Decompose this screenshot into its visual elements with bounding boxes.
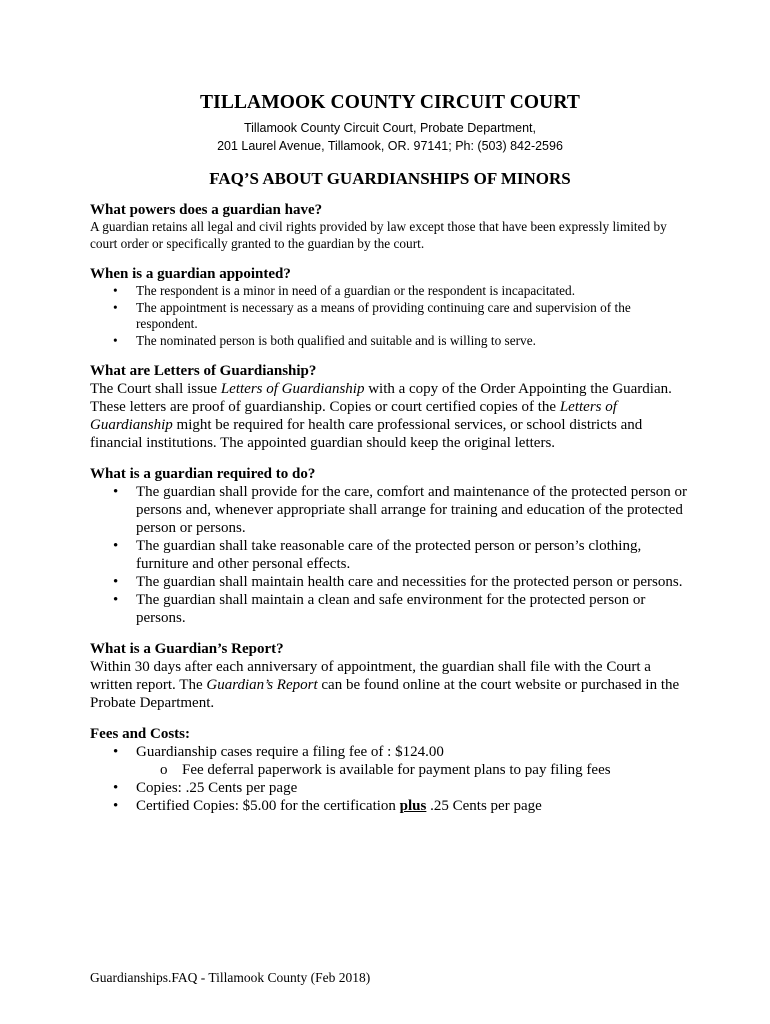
section-guardians-report bbox=[90, 640, 690, 712]
list-item: • The guardian shall take reasonable care of the protected person or person’s clothing, furniture and other personal effects. bbox=[136, 537, 690, 573]
section-heading: Fees and Costs: bbox=[90, 726, 190, 742]
bullet-list bbox=[90, 743, 690, 761]
list-item: • The guardian shall maintain a clean and safe environment for the protected person or persons. bbox=[136, 591, 690, 627]
section-heading: When is a guardian appointed? bbox=[90, 266, 291, 282]
emphasis: Letters of Guardianship bbox=[90, 399, 617, 433]
bullet-list bbox=[90, 283, 690, 349]
section-fees-and-costs bbox=[90, 725, 690, 815]
emphasis: Letters of Guardianship bbox=[220, 381, 365, 397]
section-heading: What powers does a guardian have? bbox=[90, 202, 323, 218]
list-item: • The guardian shall provide for the care, comfort and maintenance of the protected person or persons and, whenever appropriate shall arrange for training and education of the protected person or persons. bbox=[136, 483, 690, 537]
list-item: o Fee deferral paperwork is available for payment plans to pay filing fees bbox=[182, 761, 690, 779]
sub-bullet-list bbox=[90, 761, 690, 779]
court-title: TILLAMOOK COUNTY CIRCUIT COURT bbox=[200, 92, 580, 113]
section-heading: What is a Guardian’s Report? bbox=[90, 641, 284, 657]
address-line-1: Tillamook County Circuit Court, Probate Department, bbox=[243, 121, 536, 135]
address-line-2: 201 Laurel Avenue, Tillamook, OR. 97141; Ph: (503) 842-2596 bbox=[217, 139, 563, 153]
emphasis: plus bbox=[399, 798, 427, 814]
bullet-list bbox=[90, 483, 690, 627]
page-footer: Guardianships.FAQ - Tillamook County (Feb 2018) bbox=[90, 970, 371, 985]
section-body: Within 30 days after each anniversary of appointment, the guardian shall file with the Court a written report. The Guardian’s Report can be found online at the court website or purchased in the Probate Department. bbox=[90, 659, 680, 711]
list-item: • The appointment is necessary as a means of providing continuing care and supervision of the respondent. bbox=[136, 300, 690, 333]
list-item: • Copies: .25 Cents per page bbox=[136, 779, 690, 797]
section-body: A guardian retains all legal and civil rights provided by law except those that have been expressly limited by court order or specifically granted to the guardian by the court. bbox=[90, 219, 667, 251]
section-letters-of-guardianship bbox=[90, 362, 690, 452]
bullet-list bbox=[90, 779, 690, 815]
list-item: • The nominated person is both qualified and suitable and is willing to serve. bbox=[136, 333, 690, 350]
document-page bbox=[90, 92, 690, 828]
list-item: • Certified Copies: $5.00 for the certification plus .25 Cents per page bbox=[136, 797, 690, 815]
section-heading: What is a guardian required to do? bbox=[90, 466, 316, 482]
section-guardian-appointed bbox=[90, 265, 690, 349]
section-heading: What are Letters of Guardianship? bbox=[90, 363, 317, 379]
list-item: • The guardian shall maintain health care and necessities for the protected person or persons. bbox=[136, 573, 690, 591]
section-guardian-duties bbox=[90, 465, 690, 627]
section-guardian-powers bbox=[90, 201, 690, 252]
emphasis: Guardian’s Report bbox=[206, 677, 318, 693]
list-item: • Guardianship cases require a filing fee of : $124.00 bbox=[136, 743, 690, 761]
list-item: • The respondent is a minor in need of a guardian or the respondent is incapacitated. bbox=[136, 283, 690, 300]
document-title: FAQ’S ABOUT GUARDIANSHIPS OF MINORS bbox=[209, 169, 571, 188]
section-body: The Court shall issue Letters of Guardianship with a copy of the Order Appointing the Guardian. These letters are proof of guardianship. Copies or court certified copies of the Letters of Guardianship might be required for health care professional services, or school districts and financial institutions. The appointed guardian should keep the original letters. bbox=[90, 381, 672, 451]
